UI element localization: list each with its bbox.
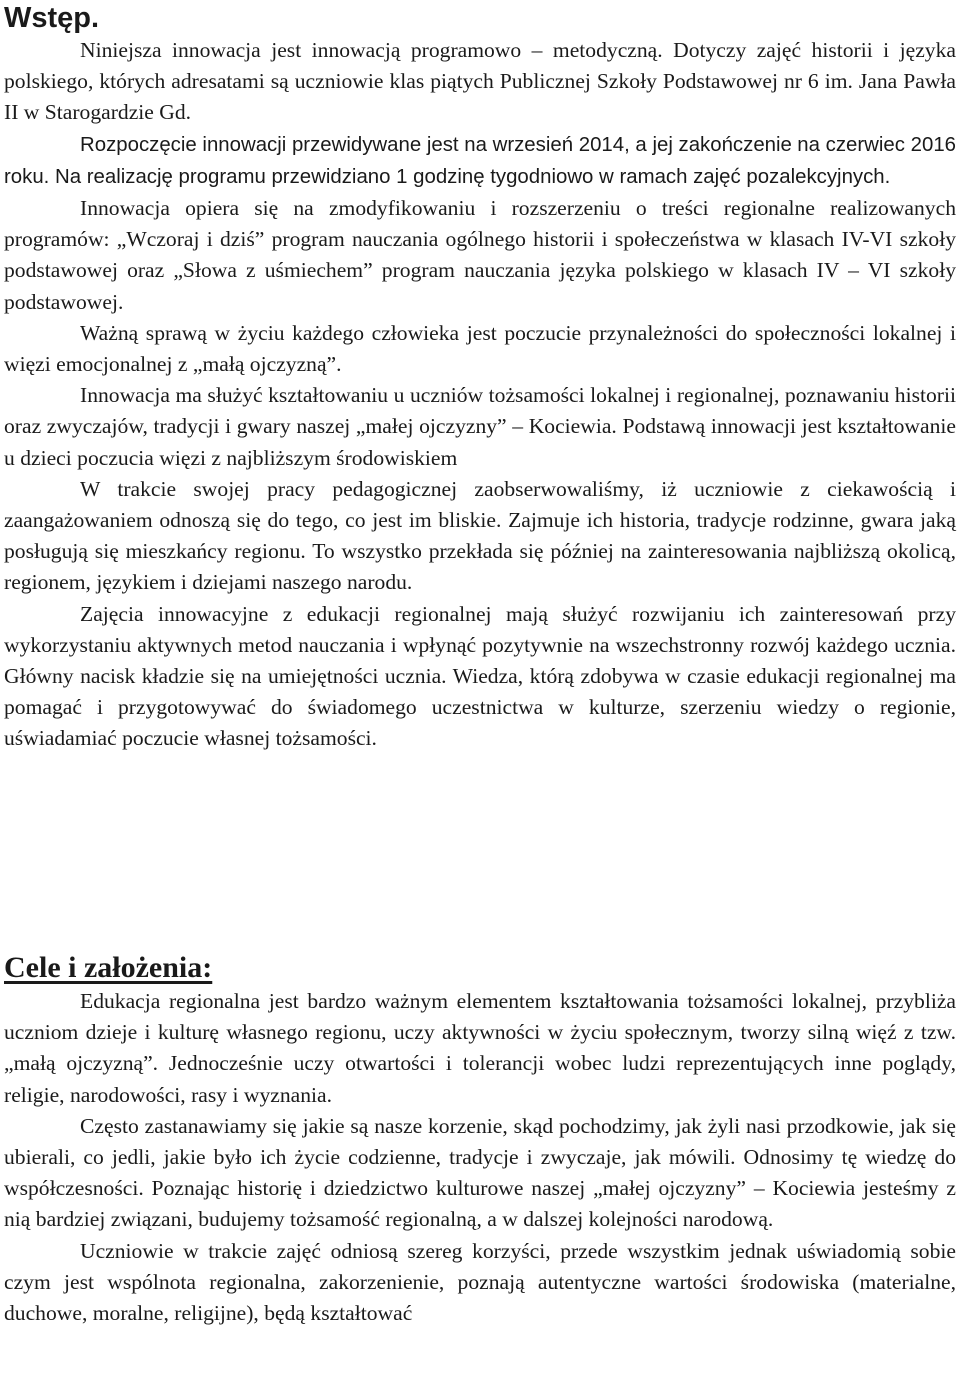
intro-paragraph-4: Ważną sprawą w życiu każdego człowieka jest poczucie przynależności do społeczności lokalnej i więzi emocjonalnej z „małą ojczyzną”.	[4, 320, 956, 377]
goals-paragraph-3: Uczniowie w trakcie zajęć odniosą szereg korzyści, przede wszystkim jednak uświadomią sobie czym jest wspólnota regionalna, zakorzenienie, poznają autentyczne wartości środowiska (materialne, duchowe, moralne, religijne), będą kształtować	[4, 1238, 956, 1326]
intro-paragraph-2-rest: . Na realizację programu przewidziano 1 godzinę tygodniowo w ramach zajęć pozalekcyjnych.	[43, 165, 891, 188]
goals-section	[4, 986, 956, 1329]
goals-paragraph-2: Często zastanawiamy się jakie są nasze korzenie, skąd pochodzimy, jak żyli nasi przodkowie, jak się ubierali, co jedli, jakie było ich życie codzienne, tradycje i zwyczaje, jak mówili. Odnosimy tę wiedzę do współczesności. Poznając historię i dziedzictwo kulturowe naszej „małej ojczyzny” – Kociewia jesteśmy z nią bardziej związani, budujemy tożsamość regionalną, a w dalszej kolejności narodową.	[4, 1113, 956, 1232]
introduction-section	[4, 35, 956, 755]
goals-paragraph-1: Edukacja regionalna jest bardzo ważnym elementem kształtowania tożsamości lokalnej, przybliża uczniom dzieje i kulturę własnego regionu, uczy aktywności w życiu społecznym, tworzy silną więź z tzw. „małą ojczyzną”. Jednocześnie uczy otwartości i tolerancji wobec ludzi reprezentujących inne poglądy, religie, narodowości, rasy i wyznania.	[4, 989, 956, 1107]
intro-paragraph-2-line-2: na czerwiec 2016 roku	[4, 133, 956, 188]
section-heading-introduction: Wstęp.	[4, 2, 100, 34]
intro-paragraph-1: Niniejsza innowacja jest innowacją programowo – metodyczną. Dotyczy zajęć historii i języka polskiego, których adresatami są uczniowie klas piątych Publicznej Szkoły Podstawowej nr 6 im. Jana Pawła II w Starogardzie Gd.	[4, 38, 956, 125]
intro-paragraph-2	[4, 129, 956, 193]
intro-paragraph-6: W trakcie swojej pracy pedagogicznej zaobserwowaliśmy, iż uczniowie z ciekawością i zaangażowaniem odnoszą się do tego, co jest im bliskie. Zajmuje ich historia, tradycje rodzinne, gwara jaką posługują się mieszkańcy regionu. To wszystko przekłada się później na zainteresowania najbliższą okolicą, regionem, językiem i dziejami naszego narodu.	[4, 476, 956, 595]
intro-paragraph-5: Innowacja ma służyć kształtowaniu u uczniów tożsamości lokalnej i regionalnej, poznawaniu historii oraz zwyczajów, tradycji i gwary naszej „małej ojczyzny” – Kociewia. Podstawą innowacji jest kształtowanie u dzieci poczucia więzi z najbliższym środowiskiem	[4, 383, 956, 470]
intro-paragraph-7: Zajęcia innowacyjne z edukacji regionalnej mają służyć rozwijaniu ich zainteresowań przy wykorzystaniu aktywnych metod nauczania i wpłynąć pozytywnie na wszechstronny rozwój każdego ucznia. Główny nacisk kładzie się na umiejętności ucznia. Wiedza, którą zdobywa w czasie edukacji regionalnej ma pomagać i przygotowywać do świadomego uczestnictwa w kulturze, szerzeniu wiedzy o regionie, uświadamiać poczucie własnej tożsamości.	[4, 601, 956, 751]
section-heading-goals: Cele i założenia:	[4, 951, 213, 984]
intro-paragraph-2-line-1: Rozpoczęcie innowacji przewidywane jest na wrzesień 2014, a jej zakończenie	[80, 133, 792, 156]
intro-paragraph-3: Innowacja opiera się na zmodyfikowaniu i rozszerzeniu o treści regionalne realizowanych programów: „Wczoraj i dziś” program nauczania ogólnego historii i społeczeństwa w klasach IV-VI szkoły podstawowej oraz „Słowa z uśmiechem” program nauczania języka polskiego w klasach IV – VI szkoły podstawowej.	[4, 196, 956, 314]
